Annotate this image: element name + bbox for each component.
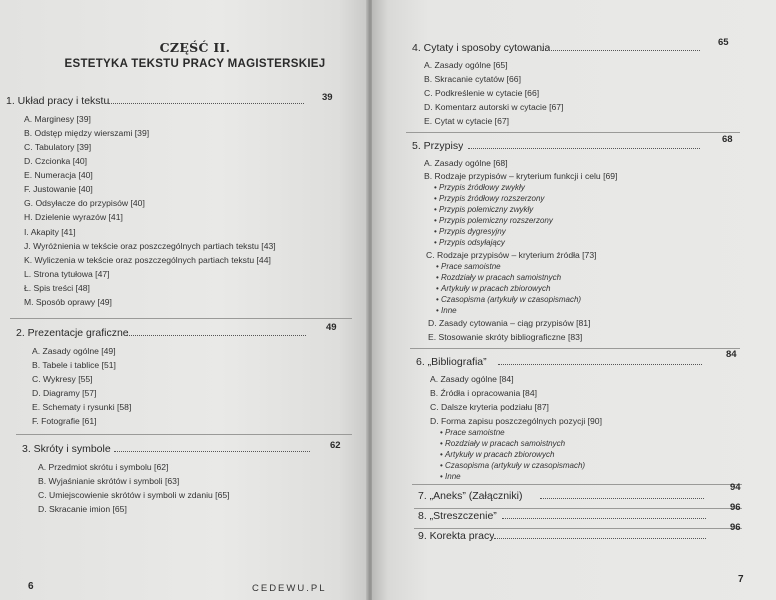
page-number: 65 [718, 37, 729, 48]
toc-item: E. Cytat w cytacie [67] [424, 116, 510, 126]
page-number: 39 [322, 92, 333, 103]
toc-subitem: • Przypis dygresyjny [434, 227, 506, 236]
page-number: 96 [730, 502, 741, 513]
page-folio: 6 [28, 581, 34, 592]
toc-item: B. Rodzaje przypisów – kryterium funkcji i celu [69] [424, 171, 618, 181]
toc-subitem: • Czasopisma (artykuły w czasopismach) [440, 461, 585, 470]
toc-item: B. Tabele i tablice [51] [32, 360, 116, 370]
toc-subitem: • Inne [436, 306, 457, 315]
toc-item: D. Skracanie imion [65] [38, 504, 127, 514]
toc-item: B. Źródła i opracowania [84] [430, 388, 538, 398]
toc-item: A. Zasady ogólne [49] [32, 346, 116, 356]
toc-item: C. Umiejscowienie skrótów i symboli w zdaniu [65] [38, 490, 230, 500]
toc-section-9: 9. Korekta pracy [418, 530, 495, 542]
toc-section-3: 3. Skróty i symbole [22, 443, 111, 455]
toc-item: D. Diagramy [57] [32, 388, 97, 398]
toc-item: D. Komentarz autorski w cytacie [67] [424, 102, 564, 112]
leader-dots [498, 364, 702, 365]
publisher-brand: CEDEWU.PL [252, 583, 327, 594]
toc-subitem: • Artykuły w pracach zbiorowych [440, 450, 554, 459]
toc-subitem: • Inne [440, 472, 461, 481]
toc-subitem: • Prace samoistne [436, 262, 501, 271]
leader-dots [468, 148, 700, 149]
toc-item: A. Przedmiot skrótu i symbolu [62] [38, 462, 169, 472]
part-title: ESTETYKA TEKSTU PRACY MAGISTERSKIEJ [64, 58, 326, 70]
toc-subitem: • Rozdziały w pracach samoistnych [440, 439, 565, 448]
toc-item: G. Odsyłacze do przypisów [40] [24, 198, 145, 208]
toc-section-2: 2. Prezentacje graficzne [16, 327, 129, 339]
toc-subitem: • Artykuły w pracach zbiorowych [436, 284, 550, 293]
toc-section-1: 1. Układ pracy i tekstu [6, 95, 110, 107]
page-folio: 7 [738, 574, 744, 585]
toc-item: B. Odstęp między wierszami [39] [24, 128, 150, 138]
toc-item: H. Dzielenie wyrazów [41] [24, 212, 123, 222]
toc-item: M. Sposób oprawy [49] [24, 297, 112, 307]
toc-item: D. Forma zapisu poszczególnych pozycji [90] [430, 416, 602, 426]
leader-dots [502, 518, 706, 519]
toc-item: D. Zasady cytowania – ciąg przypisów [81] [428, 318, 591, 328]
toc-section-8: 8. „Streszczenie” [418, 510, 497, 522]
leader-dots [540, 498, 704, 499]
divider [414, 528, 742, 529]
toc-section-5: 5. Przypisy [412, 140, 464, 152]
page-number: 84 [726, 349, 737, 360]
toc-item: A. Zasady ogólne [68] [424, 158, 508, 168]
toc-item: E. Stosowanie skróty bibliograficzne [83] [428, 332, 583, 342]
divider [414, 508, 742, 509]
toc-item: A. Zasady ogólne [65] [424, 60, 508, 70]
toc-item: C. Tabulatory [39] [24, 142, 92, 152]
leader-dots [542, 50, 700, 51]
left-page [0, 0, 368, 600]
toc-item: I. Akapity [41] [24, 227, 76, 237]
page-number: 49 [326, 322, 337, 333]
divider [16, 434, 352, 435]
toc-subitem: • Przypis polemiczny rozszerzony [434, 216, 553, 225]
divider [412, 484, 742, 485]
toc-item: C. Dalsze kryteria podziału [87] [430, 402, 549, 412]
divider [10, 318, 352, 319]
toc-section-7: 7. „Aneks” (Załączniki) [418, 490, 523, 502]
page-number: 68 [722, 134, 733, 145]
divider [406, 132, 740, 133]
toc-subitem: • Prace samoistne [440, 428, 505, 437]
toc-item: E. Schematy i rysunki [58] [32, 402, 132, 412]
leader-dots [494, 538, 706, 539]
toc-item: A. Marginesy [39] [24, 114, 91, 124]
toc-item: E. Numeracja [40] [24, 170, 93, 180]
page-number: 96 [730, 522, 741, 533]
toc-subitem: • Rozdziały w pracach samoistnych [436, 273, 561, 282]
page-number: 94 [730, 482, 741, 493]
leader-dots [108, 103, 304, 104]
toc-section-4: 4. Cytaty i sposoby cytowania [412, 42, 551, 54]
toc-item: B. Skracanie cytatów [66] [424, 74, 521, 84]
toc-item: F. Justowanie [40] [24, 184, 93, 194]
toc-subitem: • Przypis polemiczny zwykły [434, 205, 533, 214]
toc-item: Ł. Spis treści [48] [24, 283, 90, 293]
toc-item: K. Wyliczenia w tekście oraz poszczególnych partiach tekstu [44] [24, 255, 271, 265]
toc-item: B. Wyjaśnianie skrótów i symboli [63] [38, 476, 180, 486]
divider [410, 348, 740, 349]
toc-subitem: • Przypis źródłowy rozszerzony [434, 194, 544, 203]
toc-subitem: • Przypis źródłowy zwykły [434, 183, 525, 192]
toc-item: C. Podkreślenie w cytacie [66] [424, 88, 540, 98]
leader-dots [114, 451, 310, 452]
toc-item: L. Strona tytułowa [47] [24, 269, 110, 279]
toc-section-6: 6. „Bibliografia” [416, 356, 487, 368]
leader-dots [126, 335, 306, 336]
toc-item: D. Czcionka [40] [24, 156, 88, 166]
toc-item: C. Wykresy [55] [32, 374, 93, 384]
toc-item: J. Wyróżnienia w tekście oraz poszczególnych partiach tekstu [43] [24, 241, 276, 251]
page-number: 62 [330, 440, 341, 451]
toc-item: C. Rodzaje przypisów – kryterium źródła [73] [426, 250, 597, 260]
part-heading: CZĘŚĆ II. [159, 40, 231, 55]
toc-item: F. Fotografie [61] [32, 416, 97, 426]
right-page [372, 0, 776, 600]
toc-item: A. Zasady ogólne [84] [430, 374, 514, 384]
toc-subitem: • Przypis odsyłający [434, 238, 505, 247]
toc-subitem: • Czasopisma (artykuły w czasopismach) [436, 295, 581, 304]
